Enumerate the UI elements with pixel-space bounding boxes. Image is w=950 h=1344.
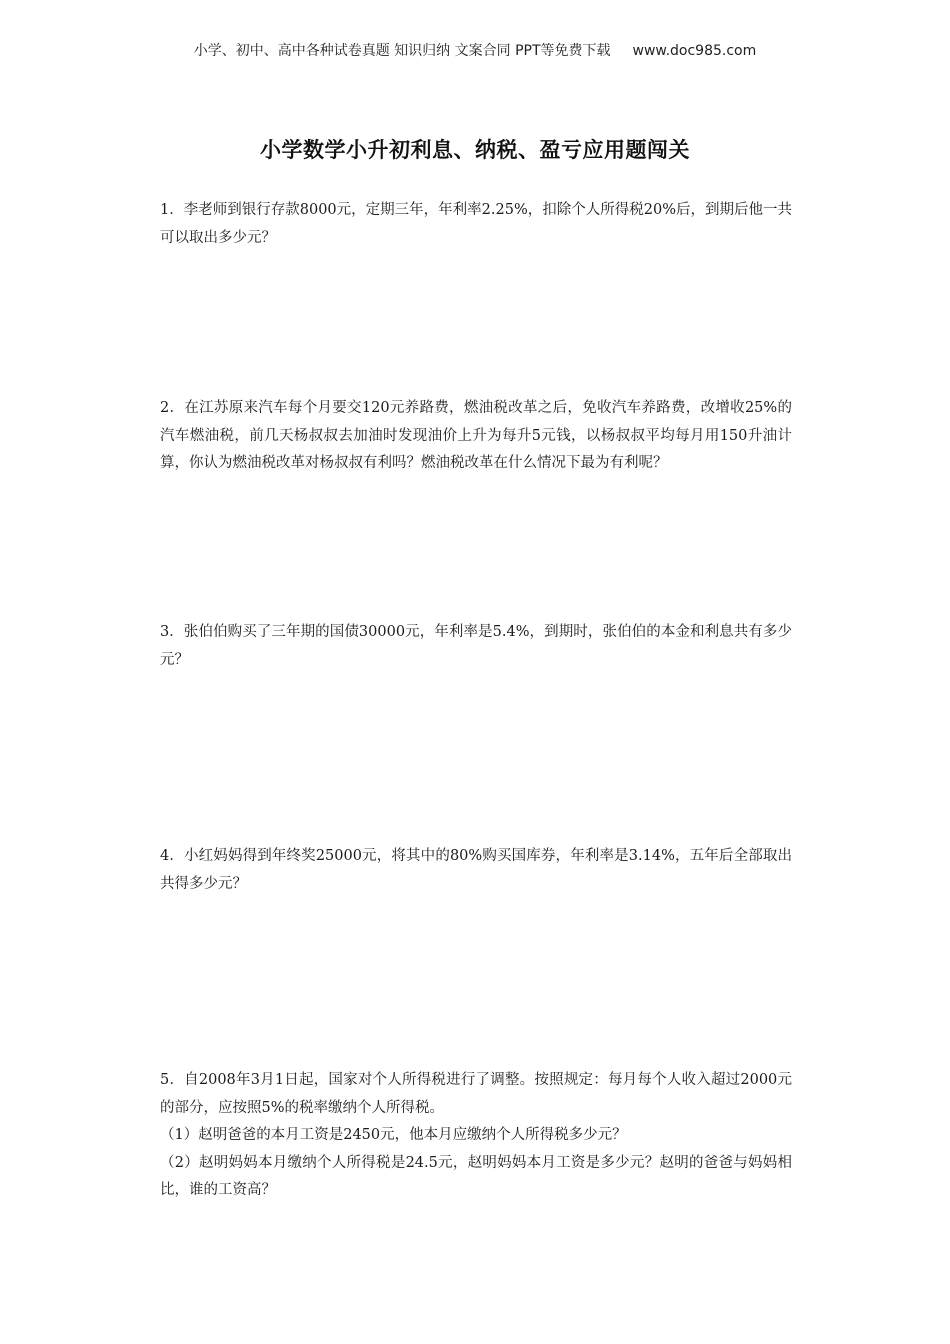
question-2-text: 2．在江苏原来汽车每个月要交120元养路费，燃油税改革之后，免收汽车养路费，改增收25%的汽车燃油税，前几天杨叔叔去加油时发现油价上升为每升5元钱，以杨叔叔平均每月用150升油计算，你认为燃油税改革对杨叔叔有利吗？燃油税改革在什么情况下最为有利呢？ bbox=[160, 400, 792, 471]
page-header bbox=[0, 40, 950, 60]
header-site-link[interactable]: www.doc985.com bbox=[632, 43, 757, 59]
question-5-sub1: （1）赵明爸爸的本月工资是2450元，他本月应缴纳个人所得税多少元？ bbox=[160, 1127, 627, 1143]
header-text: 小学、初中、高中各种试卷真题 知识归纳 文案合同 PPT等免费下载 bbox=[193, 43, 611, 59]
question-1-text: 1．李老师到银行存款8000元，定期三年，年利率2.25%，扣除个人所得税20%后，到期后他一共可以取出多少元？ bbox=[160, 202, 792, 246]
question-3 bbox=[160, 619, 792, 674]
question-1 bbox=[160, 197, 792, 252]
document-title: 小学数学小升初利息、纳税、盈亏应用题闯关 bbox=[260, 138, 690, 162]
question-5 bbox=[160, 1067, 792, 1205]
question-5-text: 5．自2008年3月1日起，国家对个人所得税进行了调整。按照规定：每月每个人收入超过2000元的部分，应按照5%的税率缴纳个人所得税。 bbox=[160, 1072, 792, 1116]
question-4 bbox=[160, 843, 792, 898]
question-2 bbox=[160, 395, 792, 478]
question-3-text: 3．张伯伯购买了三年期的国债30000元，年利率是5.4%，到期时，张伯伯的本金和利息共有多少元？ bbox=[160, 624, 792, 668]
question-5-sub2: （2）赵明妈妈本月缴纳个人所得税是24.5元，赵明妈妈本月工资是多少元？赵明的爸爸与妈妈相比，谁的工资高？ bbox=[160, 1154, 792, 1198]
question-4-text: 4．小红妈妈得到年终奖25000元，将其中的80%购买国库券，年利率是3.14%，五年后全部取出共得多少元？ bbox=[160, 848, 792, 892]
